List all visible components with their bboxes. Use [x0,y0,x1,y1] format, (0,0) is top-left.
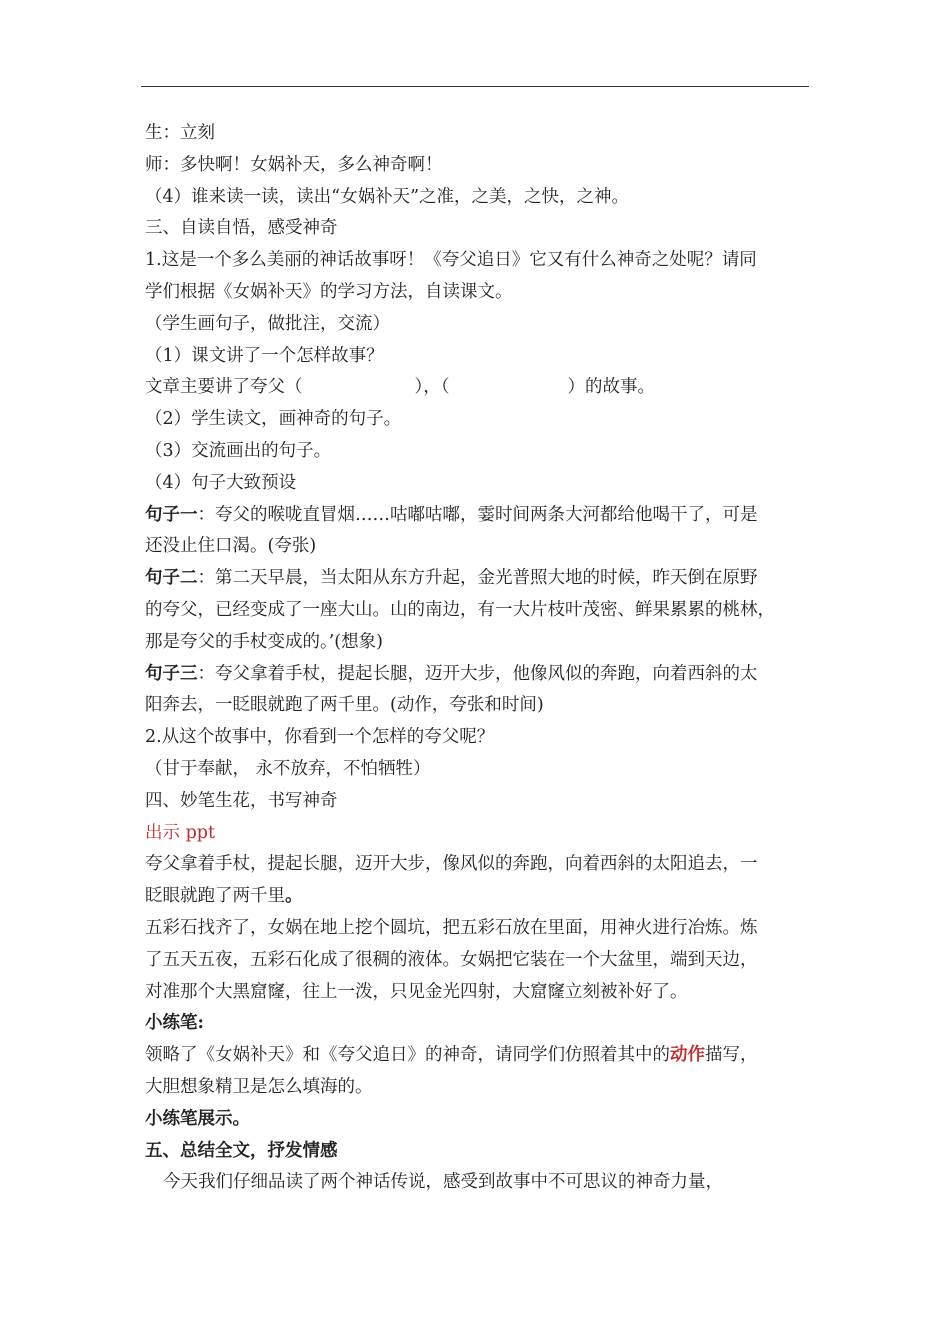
text-line: （3）交流画出的句子。 [145,440,332,461]
header-rule [141,86,809,87]
sentence-label: 句子三 [145,663,198,684]
highlight-action: 动作 [670,1045,705,1066]
section-heading-4: 四、妙笔生花，书写神奇 [145,790,338,811]
text-line: 1.这是一个多么美丽的神话故事呀！《夸父追日》它又有什么神奇之处呢？请同 [145,250,757,271]
text-line [145,1040,813,1072]
practice-heading: 小练笔: [145,1013,204,1034]
sentence-label: 句子二 [145,568,198,589]
sentence-label: 句子一 [145,504,198,525]
text-span: 。 [285,886,303,907]
ppt-label: 出示 ppt [145,822,215,843]
text-line: 阳奔去，一眨眼就跑了两千里。(动作，夸张和时间) [145,695,544,716]
text-line [145,881,813,913]
text-span: 眨眼就跑了两千里 [145,886,285,907]
text-line: 师：多快啊！女娲补天，多么神奇啊！ [145,154,443,175]
sentence-text: ：夸父拿着手杖，提起长腿，迈开大步，他像风似的奔跑，向着西斜的太 [197,663,758,684]
text-line: 学们根据《女娲补天》的学习方法，自读课文。 [145,281,513,302]
text-span: 领略了《女娲补天》和《夸父追日》的神奇，请同学们仿照着其中的 [145,1045,670,1066]
text-line: （学生画句子，做批注，交流） [145,313,390,334]
text-line: （1）课文讲了一个怎样故事？ [145,345,384,366]
section-heading-5: 五、总结全文，抒发情感 [145,1140,338,1161]
document-body [145,118,813,1199]
sentence-three [145,659,813,691]
text-line: 还没止住口渴。(夸张) [145,536,317,557]
text-line: 今天我们仔细品读了两个神话传说，感受到故事中不可思议的神奇力量， [163,1172,723,1193]
text-line: 的夸父，已经变成了一座大山。山的南边，有一大片枝叶茂密、鲜果累累的桃林， [145,599,775,620]
sentence-text: ：第二天早晨，当太阳从东方升起，金光普照大地的时候，昨天倒在原野 [197,568,758,589]
text-line: （2）学生读文，画神奇的句子。 [145,409,402,430]
fill-blank-text: 文章主要讲了夸父（ [145,377,303,398]
sentence-one [145,500,813,532]
text-line: 对准那个大黑窟窿，往上一泼，只见金光四射，大窟窿立刻被补好了。 [145,981,688,1002]
text-line: 夸父拿着手杖，提起长腿，迈开大步，像风似的奔跑，向着西斜的太阳追去，一 [145,854,758,875]
text-line: 2.从这个故事中，你看到一个怎样的夸父呢？ [145,727,495,748]
text-span: 描写， [705,1045,758,1066]
text-line: （甘于奉献， 永不放弃，不怕牺牲） [145,758,431,779]
fill-blank-text: ）的故事。 [567,377,655,398]
text-line: （4）句子大致预设 [145,472,297,493]
fill-blank-text: ），（ [414,377,450,398]
sentence-two [145,563,813,595]
text-line: （4）谁来读一读，读出“女娲补天”之准，之美，之快，之神。 [145,186,630,207]
sentence-text: ：夸父的喉咙直冒烟……咕嘟咕嘟，霎时间两条大河都给他喝干了，可是 [197,504,758,525]
text-line: 生：立刻 [145,123,215,143]
text-line: 那是夸父的手杖变成的。’(想象) [145,631,383,652]
section-heading-3: 三、自读自悟，感受神奇 [145,218,338,239]
text-line: 五彩石找齐了，女娲在地上挖个圆坑，把五彩石放在里面，用神火进行冶炼。炼 [145,917,758,938]
text-line: 大胆想象精卫是怎么填海的。 [145,1076,373,1097]
text-line: 了五天五夜，五彩石化成了很稠的液体。女娲把它装在一个大盆里，端到天边， [145,949,758,970]
fill-blank-line [145,372,813,404]
practice-show-heading: 小练笔展示。 [145,1108,250,1129]
